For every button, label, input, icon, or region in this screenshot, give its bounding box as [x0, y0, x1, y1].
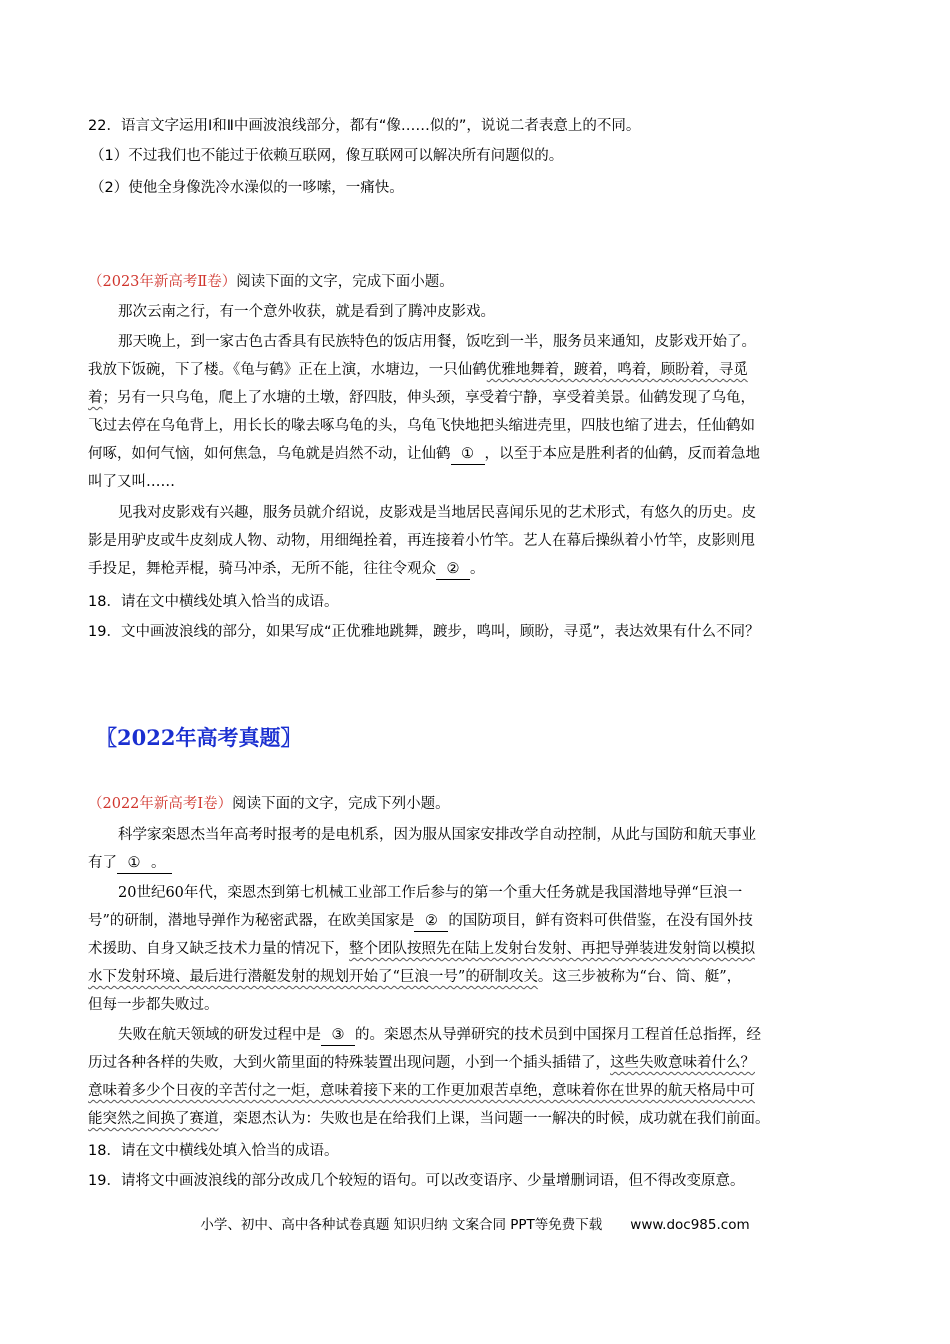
- question-18-2023: 18．请在文中横线处填入恰当的成语。: [88, 594, 339, 610]
- text-segment: 我放下饭碗，下了楼。《龟与鹤》正在上演，水塘边，一只仙鹤: [88, 362, 487, 378]
- wavy-underline-text: 意味着多少个日夜的辛苦付之一炬，意味着接下来的工作更加艰苦卓绝，意味着你在世界的航天格局中可: [88, 1083, 755, 1099]
- blank-1: ①: [117, 853, 151, 874]
- passage-2022-p1-line2: [88, 853, 172, 874]
- passage-2023-p2-line3: [88, 388, 755, 408]
- blank-1-tail: 。: [151, 853, 172, 874]
- passage-2022-p2-line3: [88, 939, 755, 959]
- text-segment: 。: [470, 561, 485, 577]
- text-segment: 手投足，舞枪弄棍，骑马冲杀，无所不能，往往令观众: [88, 561, 436, 577]
- passage-2022-p1-line1: 科学家栾恩杰当年高考时报考的是电机系，因为服从国家安排改学自动控制，从此与国防和航天事业: [118, 827, 756, 843]
- text-segment: 的。栾恩杰从导弹研究的技术员到中国探月工程首任总指挥，经: [355, 1027, 761, 1043]
- text-segment: ，栾恩杰认为：失败也是在给我们上课，当问题一一解决的时候，成功就在我们前面。: [218, 1111, 770, 1127]
- text-segment: 历过各种各样的失败，大到火箭里面的特殊装置出现问题，小到一个插头插错了，: [88, 1055, 610, 1071]
- question-18-2022: 18．请在文中横线处填入恰当的成语。: [88, 1143, 339, 1159]
- passage-2023-p2-line2: [88, 360, 748, 380]
- wavy-underline-text: 水下发射环境、最后进行潜艇发射的规划开始了“巨浪一号”的研制攻关: [88, 969, 538, 985]
- passage-2022-p2-line4: [88, 967, 741, 987]
- passage-2022-p3-line2: [88, 1053, 755, 1073]
- wavy-underline-text: 能突然之间换了赛道: [88, 1111, 219, 1127]
- text-segment: 号”的研制，潜地导弹作为秘密武器，在欧美国家是: [88, 913, 415, 929]
- footer-link[interactable]: www.doc985.com: [630, 1217, 750, 1233]
- wavy-underline-text: 着: [88, 390, 103, 406]
- passage-2023-p2-line4: 飞过去停在乌龟背上，用长长的喙去啄乌龟的头，乌龟飞快地把头缩进壳里，四肢也缩了进去，任仙鹤如: [88, 418, 755, 434]
- blank-2: ②: [436, 559, 470, 580]
- passage-2022-p3-line4: [88, 1109, 770, 1129]
- blank-2: ②: [414, 911, 448, 932]
- passage-2022-p2-line5: 但每一步都失败过。: [88, 997, 219, 1013]
- wavy-underline-text: 这些失败意味着什么？: [610, 1055, 755, 1071]
- question-22-item-2: （2）使他全身像洗冷水澡似的一哆嗦，一痛快。: [90, 180, 404, 196]
- section-2023-header: [88, 272, 454, 292]
- passage-2023-p3-line3: [88, 559, 485, 580]
- section-heading-2022: 〖2022年高考真题〗: [96, 725, 302, 750]
- footer-text: 小学、初中、高中各种试卷真题 知识归纳 文案合同 PPT等免费下载: [200, 1217, 603, 1233]
- passage-2023-p3-line2: 影是用驴皮或牛皮刻成人物、动物，用细绳拴着，再连接着小竹竿。艺人在幕后操纵着小竹竿，皮影则甩: [88, 533, 755, 549]
- blank-1: ①: [451, 444, 485, 465]
- text-segment: 失败在航天领域的研发过程中是: [118, 1027, 321, 1043]
- text-segment: 有了: [88, 855, 117, 871]
- question-19-2023: 19．文中画波浪线的部分，如果写成“正优雅地跳舞，踱步，鸣叫，顾盼，寻觅”，表达效果有什么不同？: [88, 624, 760, 640]
- passage-2023-p2-line6: 叫了又叫……: [88, 474, 175, 490]
- passage-2023-p3-line1: 见我对皮影戏有兴趣，服务员就介绍说，皮影戏是当地居民喜闻乐见的艺术形式，有悠久的历史。皮: [118, 505, 756, 521]
- text-segment: 术援助、自身又缺乏技术力量的情况下，: [88, 941, 349, 957]
- instruction-2023: 阅读下面的文字，完成下面小题。: [236, 274, 454, 290]
- text-segment: 。这三步被称为“台、筒、艇”，: [537, 969, 742, 985]
- question-19-2022: 19．请将文中画波浪线的部分改成几个较短的语句。可以改变语序、少量增删词语，但不得改变原意。: [88, 1173, 745, 1189]
- wavy-underline-text: 优雅地舞着，踱着，鸣着，顾盼着，寻觅: [486, 362, 748, 378]
- source-label-2023: （2023年新高考Ⅱ卷）: [88, 274, 237, 290]
- passage-2022-p3-line3: [88, 1081, 755, 1101]
- instruction-2022: 阅读下面的文字，完成下列小题。: [232, 796, 450, 812]
- passage-2022-p3-line1: [118, 1025, 761, 1046]
- passage-2022-p2-line1: 20世纪60年代，栾恩杰到第七机械工业部工作后参与的第一个重大任务就是我国潜地导弹“巨浪一: [118, 885, 743, 901]
- passage-2023-p2-line1: 那天晚上，到一家古色古香具有民族特色的饭店用餐，饭吃到一半，服务员来通知，皮影戏开始了。: [118, 334, 756, 350]
- blank-3: ③: [321, 1025, 355, 1046]
- section-2022-header: [88, 794, 450, 814]
- passage-2022-p2-line2: [88, 911, 753, 932]
- text-segment: ，以至于本应是胜利者的仙鹤，反而着急地: [484, 446, 760, 462]
- passage-2023-p1: 那次云南之行，有一个意外收获，就是看到了腾冲皮影戏。: [118, 304, 495, 320]
- wavy-underline-text: 整个团队按照先在陆上发射台发射、再把导弹装进发射筒以模拟: [349, 941, 755, 957]
- question-22-stem: 22．语言文字运用Ⅰ和Ⅱ中画波浪线部分，都有“像……似的”，说说二者表意上的不同。: [88, 118, 641, 134]
- source-label-2022: （2022年新高考Ⅰ卷）: [88, 796, 233, 812]
- text-segment: 何啄，如何气恼，如何焦急，乌龟就是岿然不动，让仙鹤: [88, 446, 451, 462]
- page-footer: [0, 1213, 950, 1233]
- passage-2023-p2-line5: [88, 444, 760, 465]
- question-22-item-1: （1）不过我们也不能过于依赖互联网，像互联网可以解决所有问题似的。: [90, 148, 564, 164]
- text-segment: 的国防项目，鲜有资料可供借鉴，在没有国外技: [448, 913, 753, 929]
- text-segment: ；另有一只乌龟，爬上了水塘的土墩，舒四肢，伸头颈，享受着宁静，享受着美景。仙鹤发现了乌龟，: [102, 390, 755, 406]
